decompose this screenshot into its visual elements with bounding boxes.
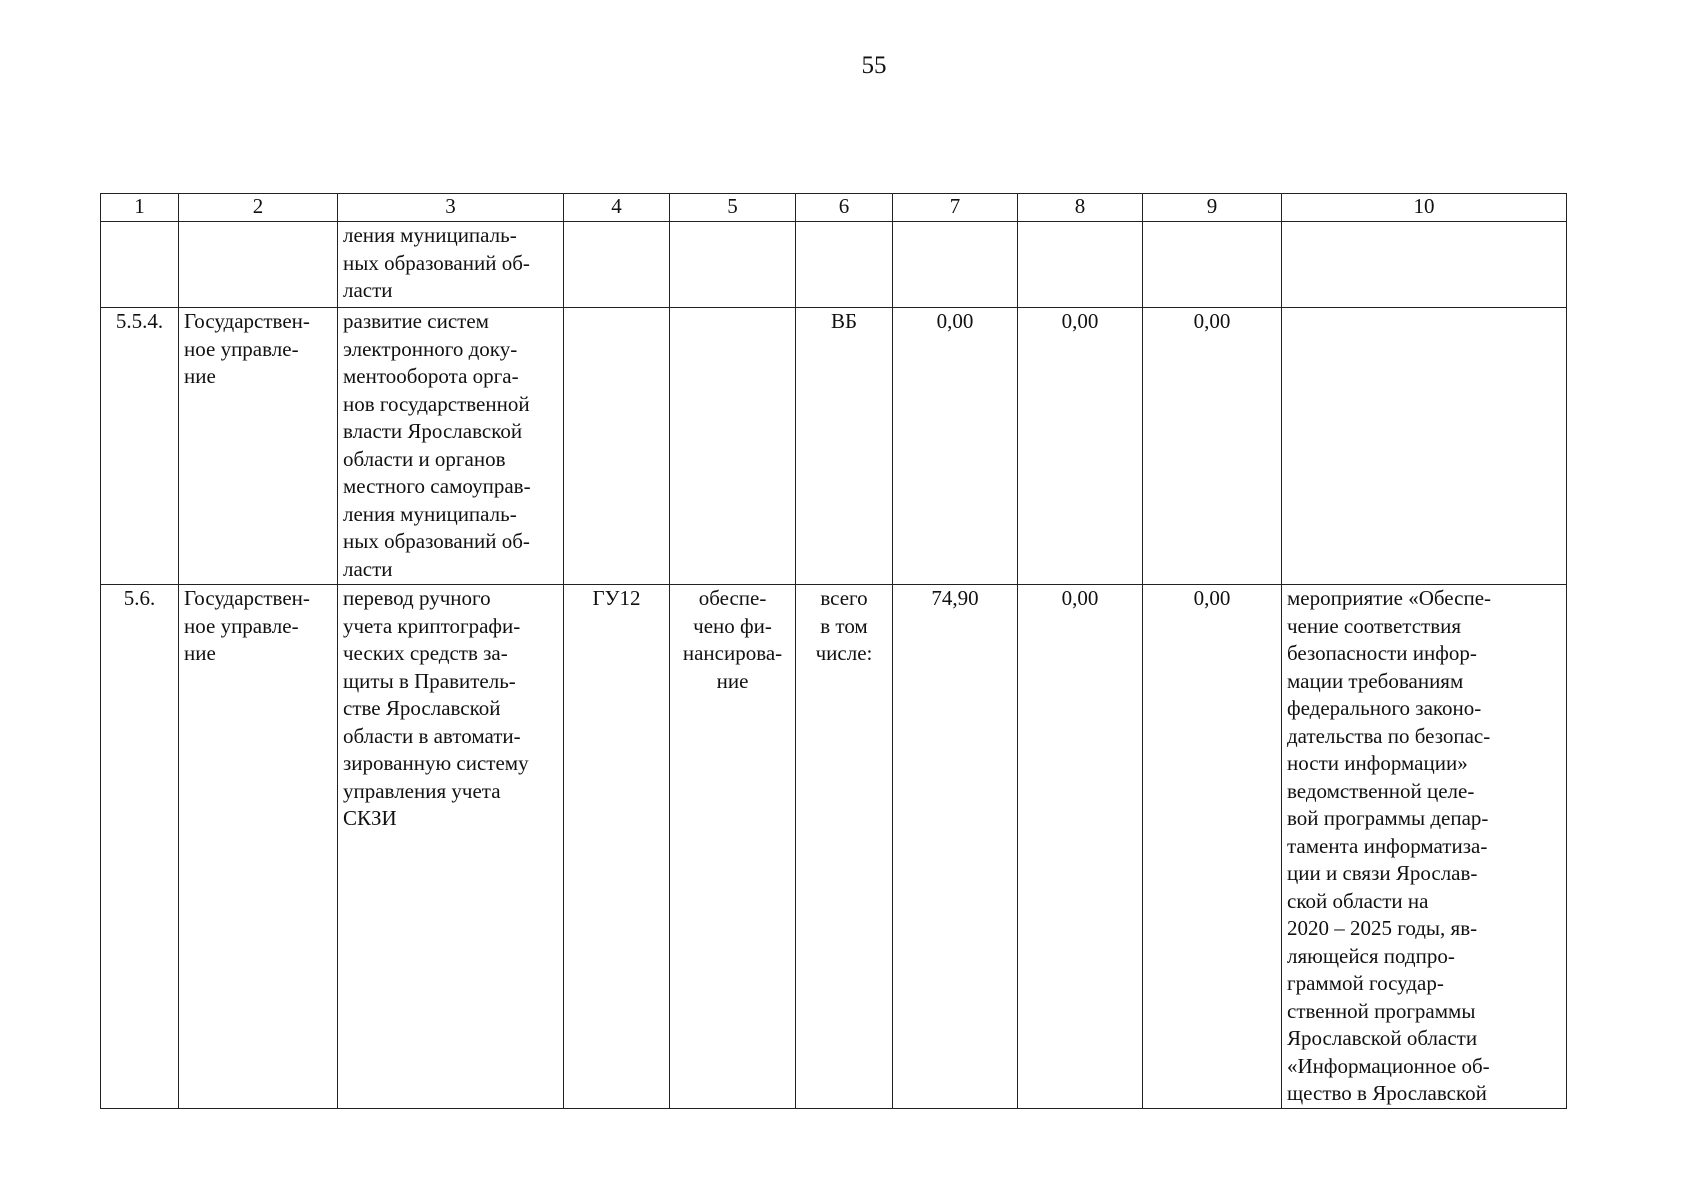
text-line: ментооборота орга-: [343, 364, 519, 388]
text-line: Государствен-: [184, 309, 310, 333]
text-line: в том: [820, 613, 868, 638]
value-cell-8: [1018, 222, 1143, 308]
text-line: безопасности инфор-: [1287, 641, 1477, 665]
text-line: 2020 – 2025 годы, яв-: [1287, 916, 1478, 940]
text-line: щиты в Правитель-: [343, 668, 516, 693]
text-line: зированную систему: [343, 751, 529, 775]
text-line: ных образований об-: [343, 529, 530, 553]
text-line: Государствен-: [184, 586, 310, 610]
text-line: ласти: [343, 556, 393, 581]
source-cell: [796, 308, 893, 585]
column-header: 3: [338, 194, 564, 222]
note-text: [1287, 585, 1561, 1108]
note-cell: [1282, 308, 1567, 585]
text-line: области и органов: [343, 446, 506, 471]
text-line: мероприятие «Обеспе-: [1287, 586, 1492, 610]
column-header: 6: [796, 194, 893, 222]
status-cell: [670, 222, 796, 308]
status-cell: [670, 308, 796, 585]
text-line: ции и связи Ярослав-: [1287, 861, 1478, 885]
text-line: учета криптографи-: [343, 613, 521, 638]
text-line: щество в Ярославской: [1287, 1081, 1487, 1105]
description-text: [343, 222, 558, 305]
text-line: ние: [716, 668, 749, 693]
text-line: Ярославской области: [1287, 1026, 1478, 1050]
text-line: электронного доку-: [343, 336, 518, 361]
status-text: [675, 585, 790, 695]
text-line: управления учета: [343, 778, 501, 803]
text-line: ления муниципаль-: [343, 501, 517, 526]
description-cell: [338, 222, 564, 308]
source-text: [801, 308, 887, 336]
value-cell-9: 0,00: [1143, 308, 1282, 585]
data-table: [100, 193, 1567, 1109]
text-line: ных образований об-: [343, 250, 530, 275]
row-number-cell: 5.6.: [101, 585, 179, 1109]
text-line: СКЗИ: [343, 806, 397, 830]
value-cell-9: [1143, 222, 1282, 308]
code-cell: ГУ12: [564, 585, 670, 1109]
source-text: [801, 585, 887, 668]
text-line: федерального законо-: [1287, 696, 1482, 720]
text-line: ласти: [343, 278, 393, 302]
sector-cell: [179, 308, 338, 585]
note-cell: [1282, 222, 1567, 308]
value-cell-8: 0,00: [1018, 308, 1143, 585]
text-line: ской области на: [1287, 888, 1429, 913]
text-line: вой программы депар-: [1287, 806, 1489, 830]
text-line: граммой государ-: [1287, 971, 1444, 995]
text-line: ное управле-: [184, 336, 299, 361]
text-line: нансирова-: [682, 641, 783, 665]
text-line: всего: [820, 586, 868, 610]
note-cell: [1282, 585, 1567, 1109]
text-line: чение соответствия: [1287, 613, 1462, 638]
sector-text: [184, 308, 332, 391]
text-line: ляющейся подпро-: [1287, 943, 1455, 968]
table-row: [101, 308, 1567, 585]
text-line: обеспе-: [698, 586, 767, 610]
value-cell-9: 0,00: [1143, 585, 1282, 1109]
sector-cell: [179, 585, 338, 1109]
table-row: [101, 585, 1567, 1109]
text-line: нов государственной: [343, 391, 530, 416]
text-line: ние: [184, 364, 216, 388]
text-line: ления муниципаль-: [343, 223, 517, 247]
text-line: ности информации»: [1287, 751, 1468, 775]
header-row: [101, 194, 1567, 222]
value-cell-7: 0,00: [893, 308, 1018, 585]
sector-cell: [179, 222, 338, 308]
text-line: тамента информатиза-: [1287, 833, 1488, 858]
column-header: 5: [670, 194, 796, 222]
description-text: [343, 585, 558, 833]
source-cell: [796, 585, 893, 1109]
text-line: местного самоуправ-: [343, 474, 531, 498]
column-header: 8: [1018, 194, 1143, 222]
row-number-cell: 5.5.4.: [101, 308, 179, 585]
column-header: 1: [101, 194, 179, 222]
column-header: 2: [179, 194, 338, 222]
text-line: власти Ярославской: [343, 419, 523, 443]
text-line: ВБ: [830, 309, 858, 333]
description-cell: [338, 308, 564, 585]
status-cell: [670, 585, 796, 1109]
text-line: перевод ручного: [343, 586, 491, 610]
column-header: 10: [1282, 194, 1567, 222]
sector-text: [184, 585, 332, 668]
text-line: ческих средств за-: [343, 641, 508, 665]
text-line: ние: [184, 641, 216, 665]
row-number-cell: [101, 222, 179, 308]
description-cell: [338, 585, 564, 1109]
text-line: стве Ярославской: [343, 696, 501, 720]
text-line: ведомственной целе-: [1287, 778, 1475, 803]
value-cell-8: 0,00: [1018, 585, 1143, 1109]
text-line: ственной программы: [1287, 998, 1476, 1023]
code-cell: [564, 222, 670, 308]
text-line: области в автомати-: [343, 723, 521, 748]
column-header: 9: [1143, 194, 1282, 222]
text-line: дательства по безопас-: [1287, 723, 1491, 748]
value-cell-7: 74,90: [893, 585, 1018, 1109]
source-cell: [796, 222, 893, 308]
column-header: 7: [893, 194, 1018, 222]
table-row: [101, 222, 1567, 308]
text-line: мации требованиям: [1287, 668, 1464, 693]
text-line: развитие систем: [343, 309, 489, 333]
value-cell-7: [893, 222, 1018, 308]
page-number: 55: [861, 52, 887, 79]
column-header: 4: [564, 194, 670, 222]
code-cell: [564, 308, 670, 585]
text-line: «Информационное об-: [1287, 1053, 1490, 1078]
text-line: чено фи-: [693, 613, 772, 638]
text-line: ное управле-: [184, 613, 299, 638]
text-line: числе:: [815, 641, 873, 665]
description-text: [343, 308, 558, 583]
